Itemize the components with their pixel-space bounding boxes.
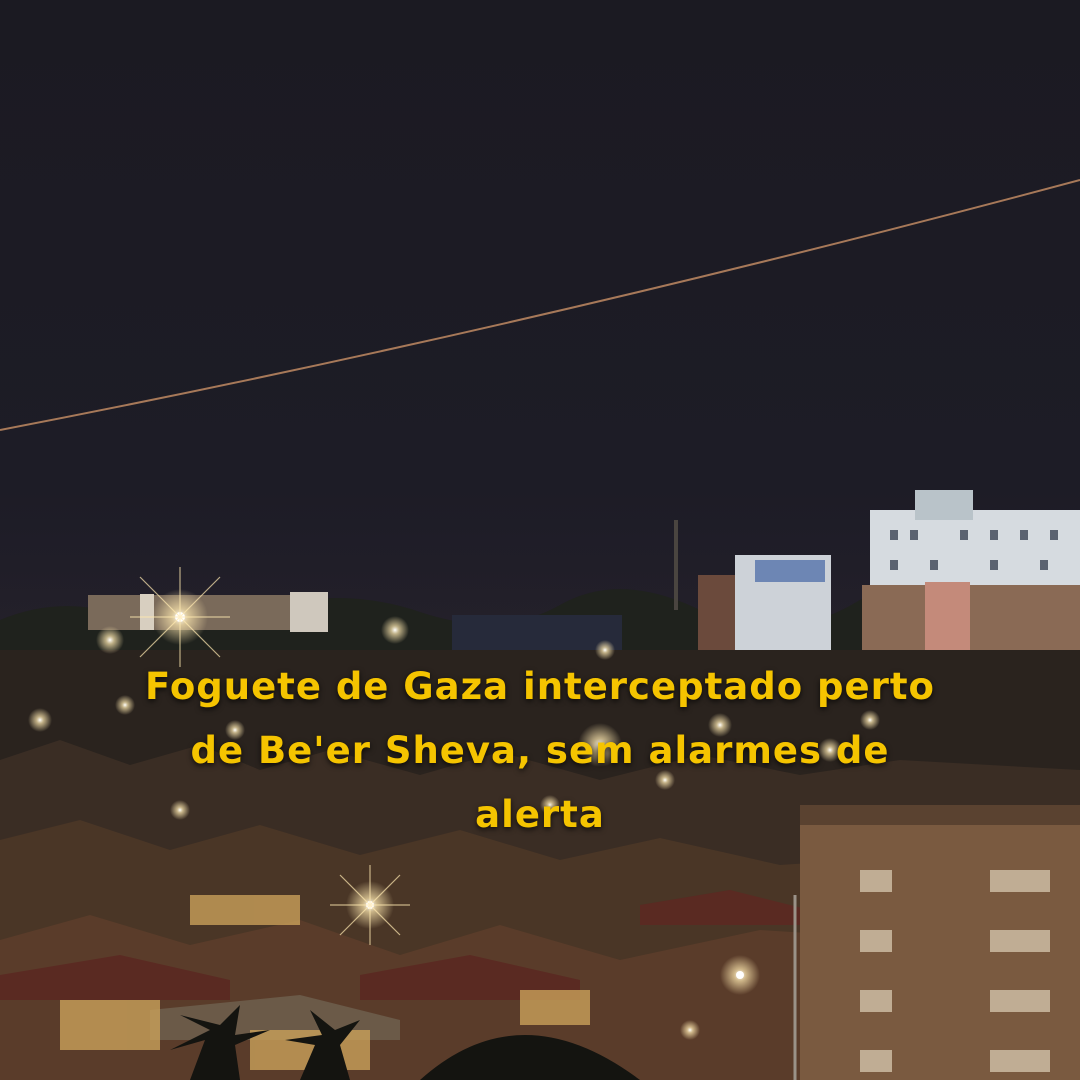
building <box>862 585 1080 655</box>
headline-text: Foguete de Gaza interceptado perto de Be'er Sheva, sem alarmes de alerta <box>145 665 935 836</box>
building <box>870 510 1080 595</box>
building <box>698 575 738 655</box>
rocket-trail <box>0 180 1080 430</box>
